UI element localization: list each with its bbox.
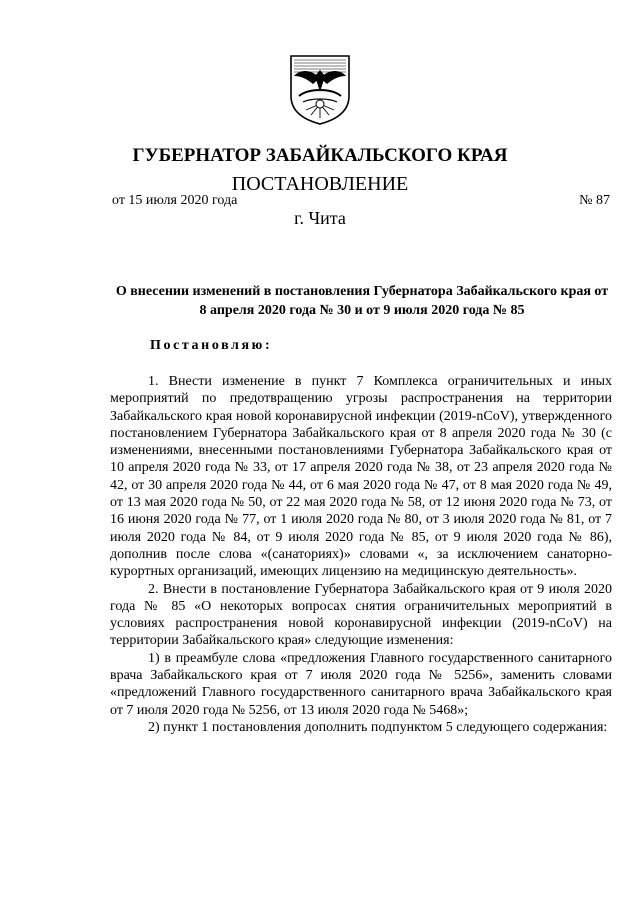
document-city: г. Чита xyxy=(294,208,346,228)
issuer-heading: ГУБЕРНАТОР ЗАБАЙКАЛЬСКОГО КРАЯ xyxy=(132,145,508,166)
document-body xyxy=(110,373,612,736)
coat-of-arms-icon xyxy=(285,52,355,126)
document-date: от 15 июля 2020 года xyxy=(112,193,238,208)
paragraph-3: 1) в преамбуле слова «предложения Главного государственного санитарного врача Забайкальского края от 7 июля 2020 года № 5256», заменить словами «предложений Главного государственного санитарного врача Забайкальского края от 7 июля 2020 года № 5256, от 13 июля 2020 года № 5468»; xyxy=(110,650,612,718)
decree-word: Постановляю: xyxy=(150,338,273,353)
paragraph-4: 2) пункт 1 постановления дополнить подпунктом 5 следующего содержания: xyxy=(148,719,608,735)
paragraph-2: 2. Внести в постановление Губернатора Забайкальского края от 9 июля 2020 года № 85 «О некоторых вопросах снятия ограничительных мероприятий в условиях распространения новой коронавирусной инфекции (2019-nCoV) на территории Забайкальского края» следующие изменения: xyxy=(110,581,612,649)
document-title: О внесении изменений в постановления Губернатора Забайкальского края от 8 апреля 2020 года № 30 и от 9 июля 2020 года № 85 xyxy=(115,284,609,318)
paragraph-1: 1. Внести изменение в пункт 7 Комплекса ограничительных и иных мероприятий по предотвращению угрозы распространения на территории Забайкальского края новой коронавирусной инфекции (2019-nCoV), утвержденного постановлением Губернатора Забайкальского края от 8 апреля 2020 года № 30 (с изменениями, внесенными постановлениями Губернатора Забайкальского края от 10 апреля 2020 года № 33, от 17 апреля 2020 года № 38, от 23 апреля 2020 года № 42, от 30 апреля 2020 года № 44, от 6 мая 2020 года № 47, от 8 мая 2020 года № 49, от 13 мая 2020 года № 50, от 22 мая 2020 года № 58, от 12 июня 2020 года № 73, от 16 июня 2020 года № 77, от 1 июля 2020 года № 80, от 3 июля 2020 года № 81, от 7 июля 2020 года № 84, от 9 июля 2020 года № 85, от 9 июля 2020 года № 86), дополнив после слова «(санаториях)» словами «, за исключением санаторно-курортных организаций, имеющих лицензию на медицинскую деятельность». xyxy=(110,374,612,580)
document-number: № 87 xyxy=(579,193,610,208)
document-type: ПОСТАНОВЛЕНИЕ xyxy=(231,173,409,195)
